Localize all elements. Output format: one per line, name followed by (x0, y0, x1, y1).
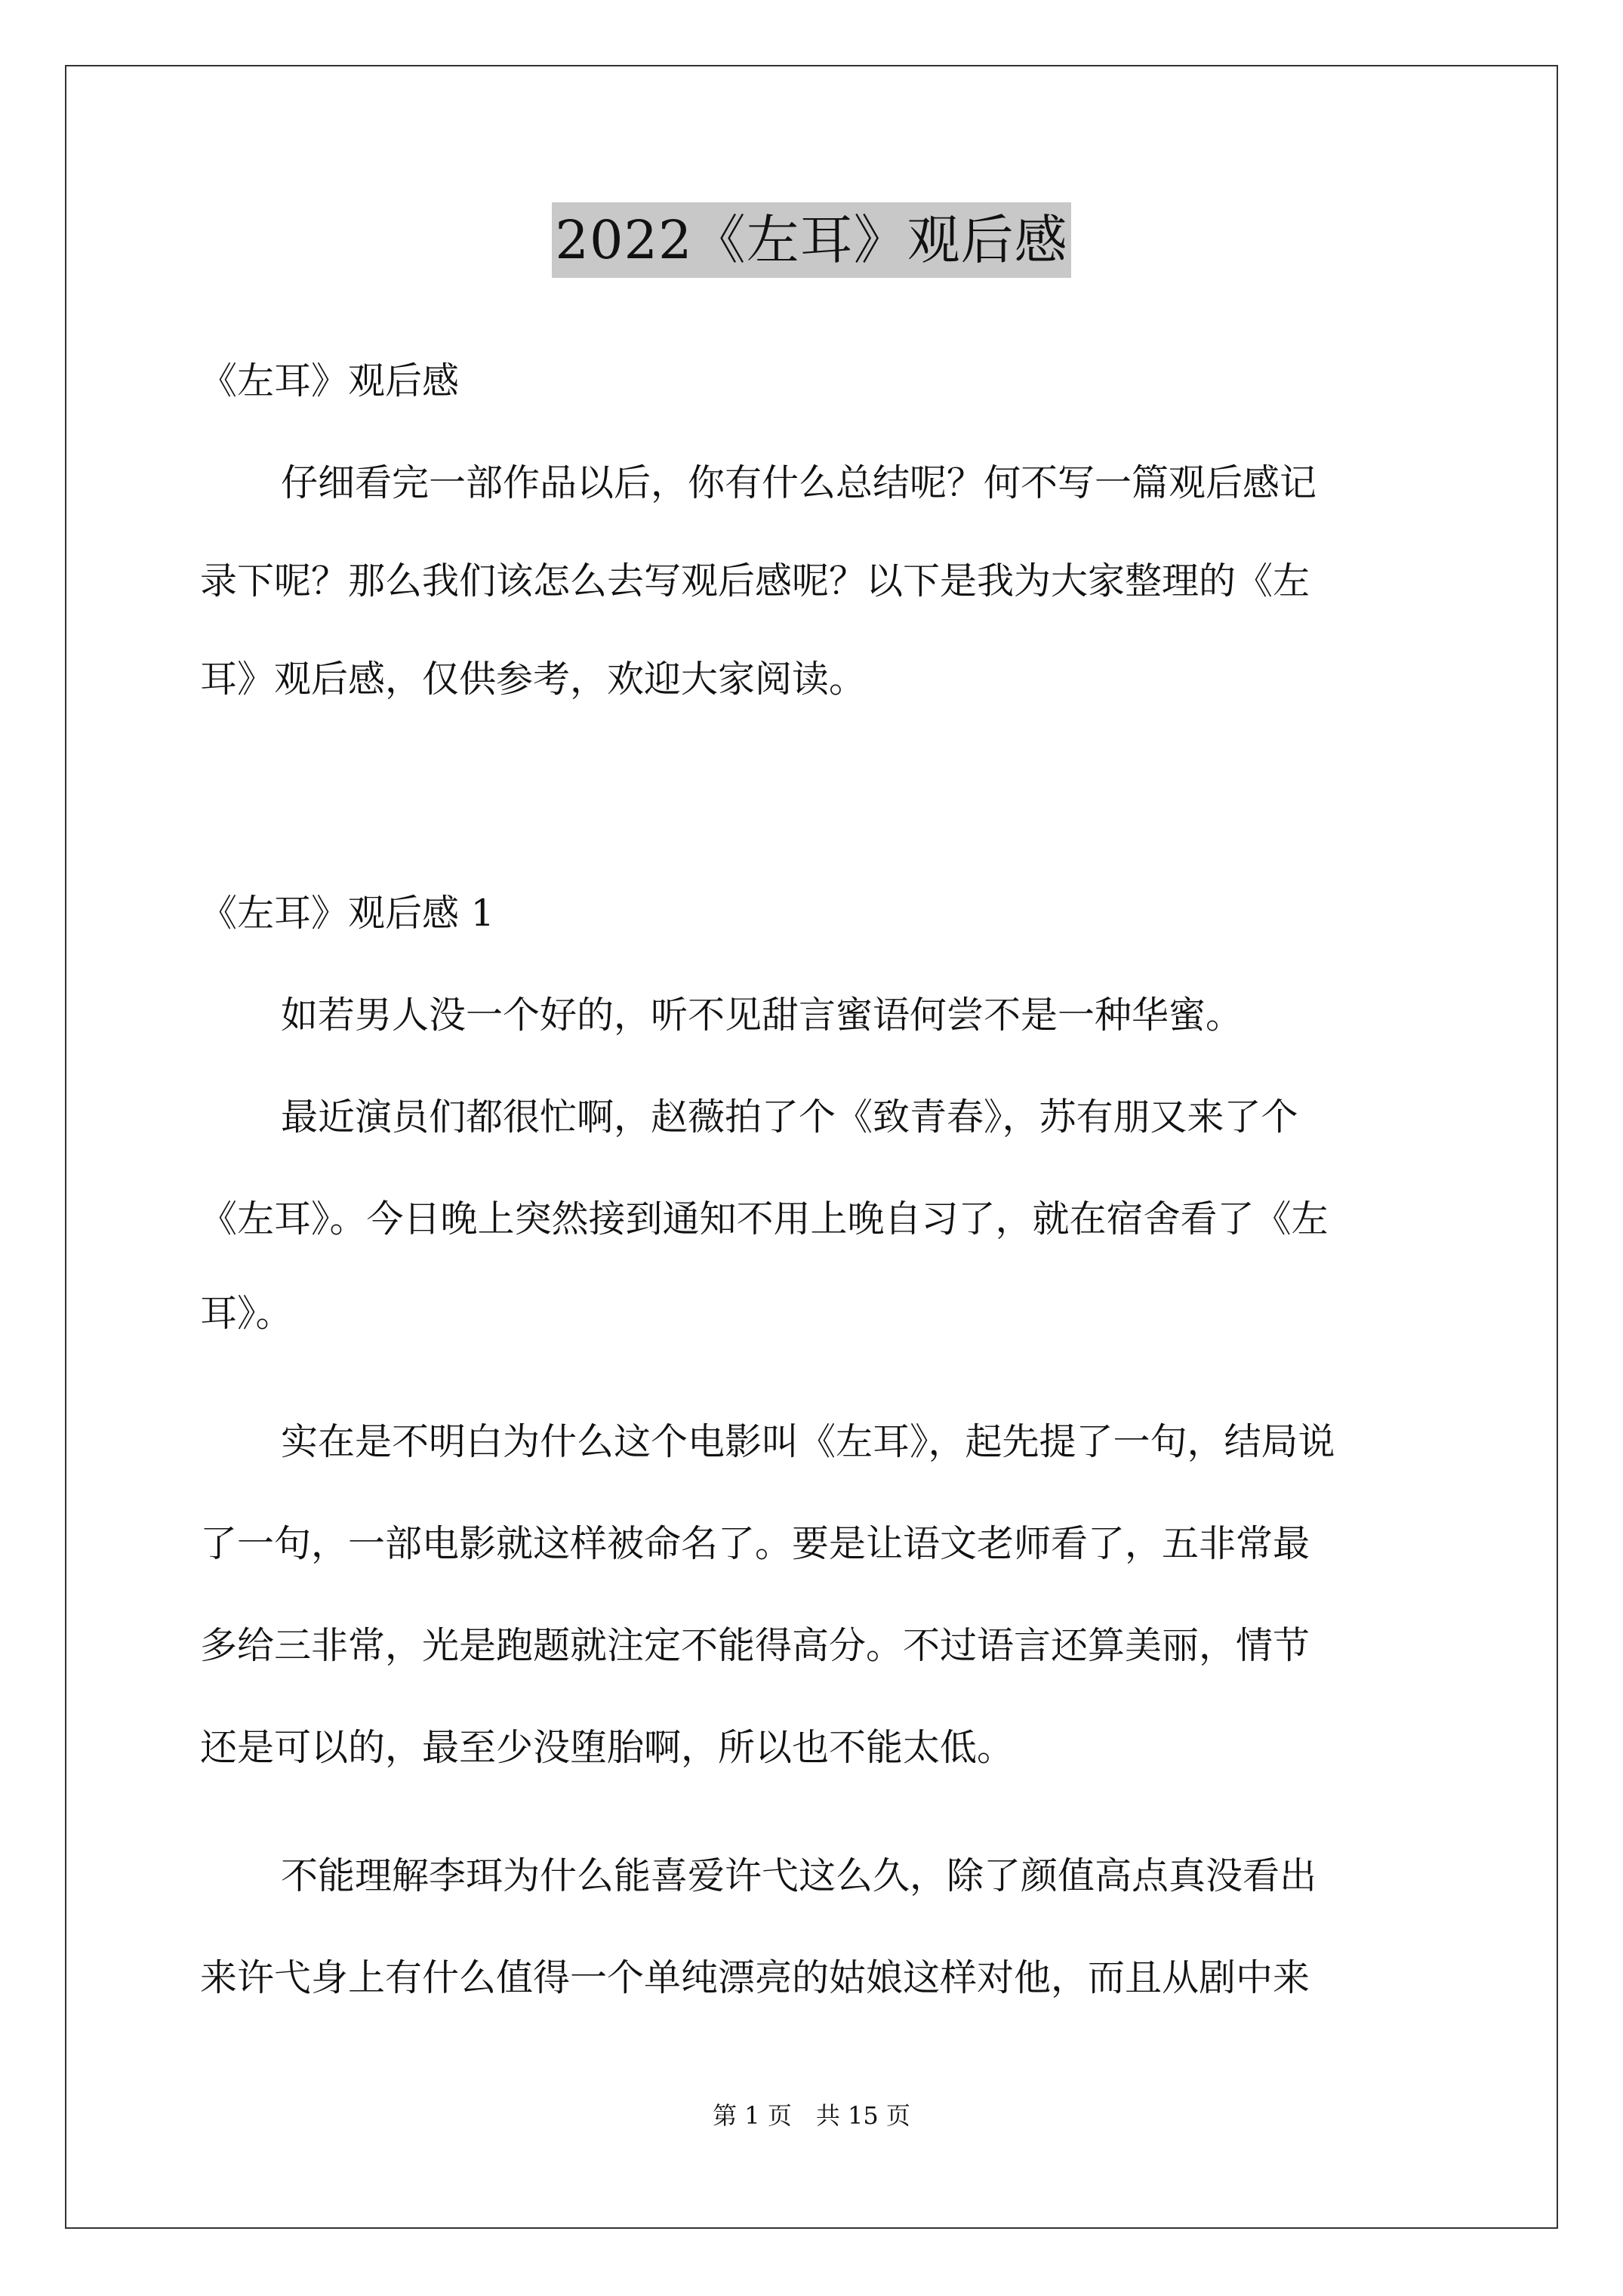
paragraph-line: 来许弋身上有什么值得一个单纯漂亮的姑娘这样对他，而且从剧中来 (200, 1956, 1310, 1999)
paragraph-line: 仔细看完一部作品以后，你有什么总结呢？何不写一篇观后感记 (281, 461, 1317, 504)
paragraph-line: 录下呢？那么我们该怎么去写观后感呢？以下是我为大家整理的《左 (200, 559, 1310, 603)
paragraph-line: 了一句，一部电影就这样被命名了。要是让语文老师看了，五非常最 (200, 1522, 1310, 1565)
paragraph-line: 还是可以的，最至少没堕胎啊，所以也不能太低。 (200, 1726, 1015, 1769)
paragraph-line: 耳》观后感，仅供参考，欢迎大家阅读。 (200, 658, 867, 701)
section-heading: 《左耳》观后感 1 (200, 892, 494, 935)
title-container (0, 202, 1623, 278)
paragraph-line: 如若男人没一个好的，听不见甜言蜜语何尝不是一种华蜜。 (281, 994, 1243, 1037)
paragraph-line: 耳》。 (200, 1292, 293, 1335)
paragraph-line: 最近演员们都很忙啊，赵薇拍了个《致青春》，苏有朋又来了个 (281, 1096, 1298, 1139)
document-title: 2022《左耳》观后感 (552, 202, 1070, 278)
section-heading: 《左耳》观后感 (200, 359, 460, 402)
paragraph-line: 实在是不明白为什么这个电影叫《左耳》，起先提了一句，结局说 (281, 1420, 1335, 1463)
page-number: 第 1 页 共 15 页 (713, 2101, 910, 2130)
paragraph-line: 多给三非常，光是跑题就注定不能得高分。不过语言还算美丽，情节 (200, 1624, 1310, 1667)
paragraph-line: 《左耳》。今日晚上突然接到通知不用上晚自习了，就在宿舍看了《左 (200, 1197, 1329, 1240)
paragraph-line: 不能理解李珥为什么能喜爱许弋这么久，除了颜值高点真没看出 (281, 1854, 1317, 1897)
